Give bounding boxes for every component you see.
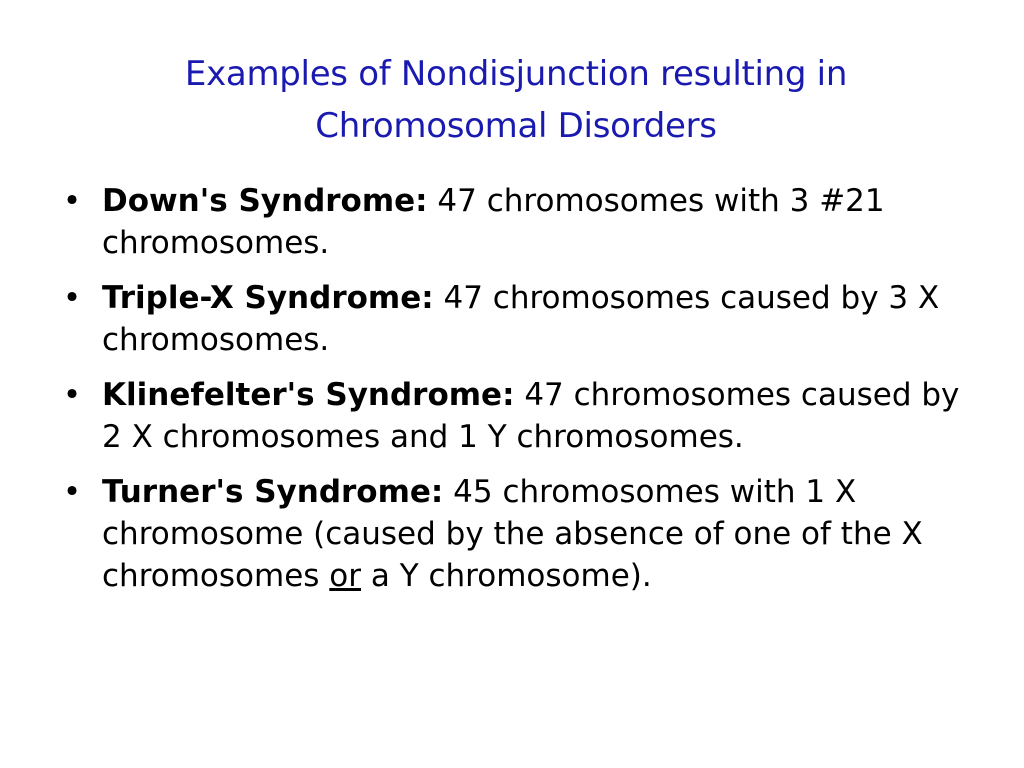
slide-title <box>100 48 932 152</box>
bullet-item-klinefelters-syndrome <box>62 374 962 458</box>
term-description: 47 chromosomes with 3 #21 chromosomes. <box>102 183 885 261</box>
underlined-or: or <box>329 558 361 594</box>
term-label: Down's Syndrome: <box>102 183 428 219</box>
title-line-2: Chromosomal Disorders <box>315 106 717 146</box>
term-description: 47 chromosomes caused by 2 X chromosomes and 1 Y chromosomes. <box>102 377 960 455</box>
term-label: Klinefelter's Syndrome: <box>102 377 515 413</box>
term-description-end: a Y chromosome). <box>361 558 652 594</box>
bullet-item-triple-x-syndrome <box>62 277 962 361</box>
bullet-item-turners-syndrome <box>62 471 962 597</box>
term-description: 47 chromosomes caused by 3 X chromosomes. <box>102 280 940 358</box>
bullet-icon: • <box>62 280 82 316</box>
bullet-item-downs-syndrome <box>62 180 962 264</box>
bullet-icon: • <box>62 474 82 510</box>
title-line-1: Examples of Nondisjunction resulting in <box>184 54 848 94</box>
bullet-icon: • <box>62 183 82 219</box>
bullet-list <box>62 180 962 610</box>
term-label: Triple-X Syndrome: <box>102 280 434 316</box>
term-description-start: 45 chromosomes with 1 X chromosome (caused by the absence of one of the X chromosomes <box>102 474 923 594</box>
term-label: Turner's Syndrome: <box>102 474 444 510</box>
bullet-icon: • <box>62 377 82 413</box>
